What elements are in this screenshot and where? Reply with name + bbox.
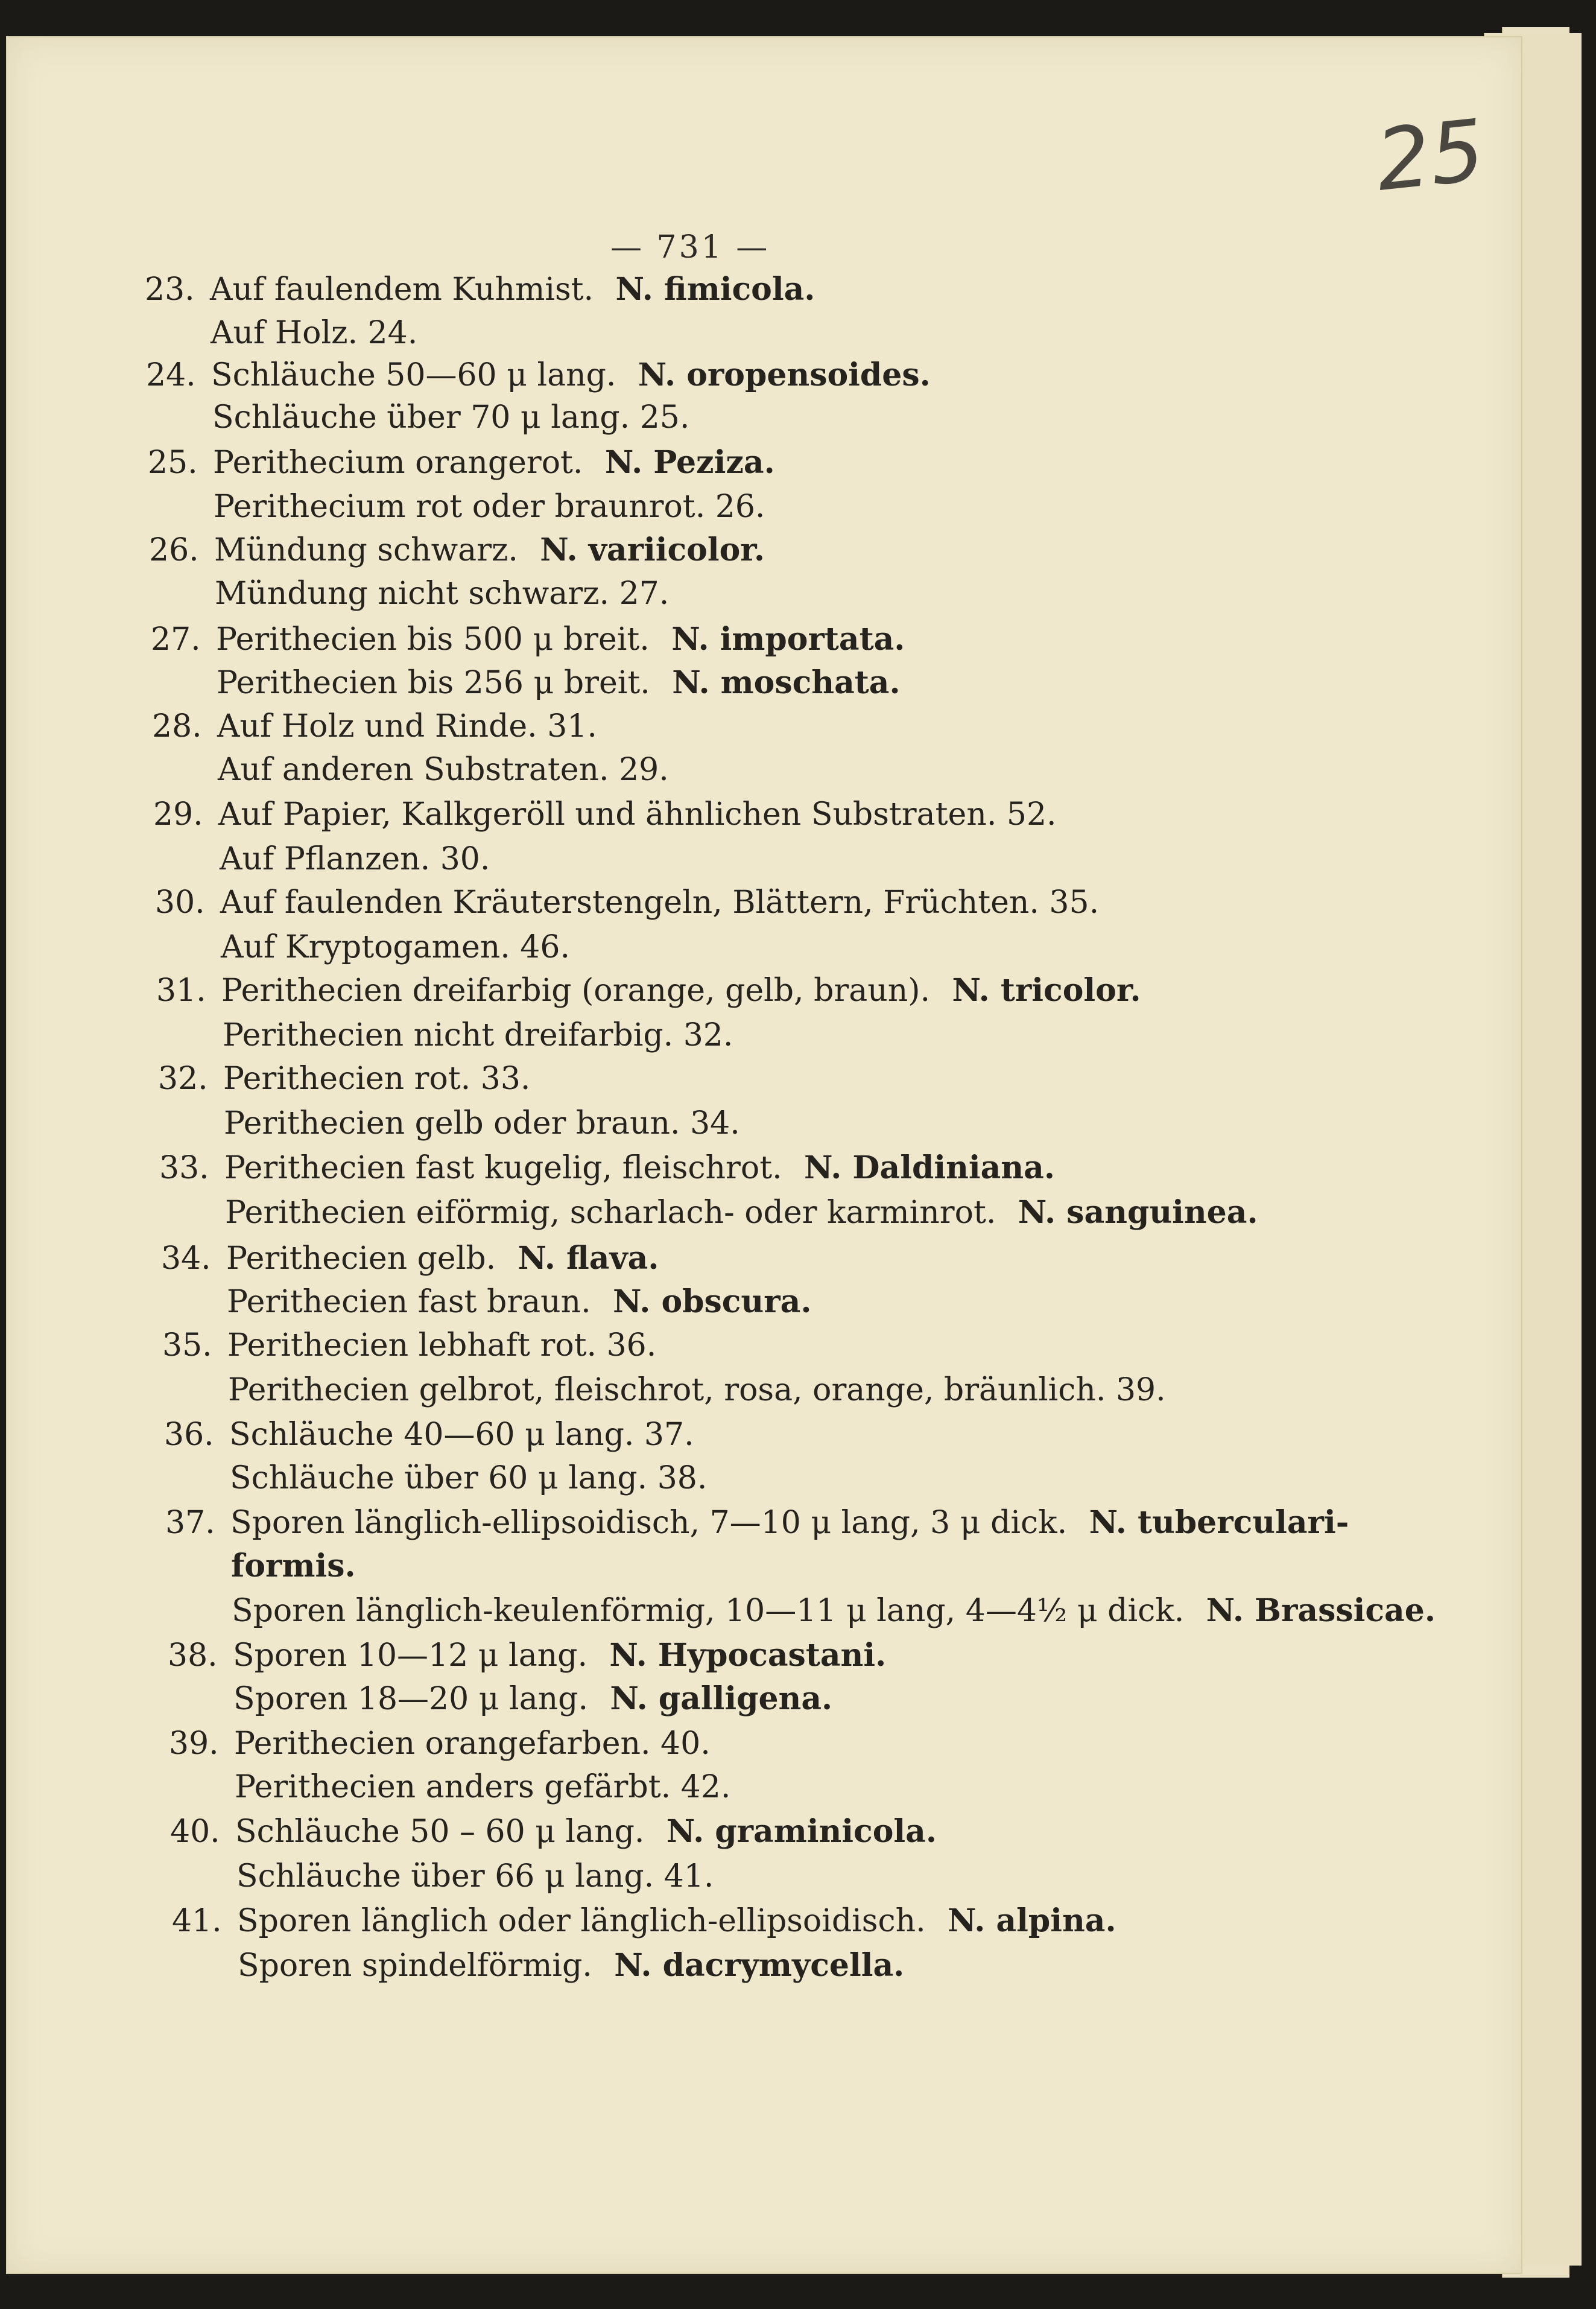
key-line	[232, 1593, 1436, 1629]
key-line	[162, 1327, 656, 1364]
key-line	[156, 973, 1141, 1009]
entry-text: Sporen länglich-ellipsoidisch, 7—10 μ lang, 3 μ dick.	[230, 1505, 1068, 1541]
entry-text: Auf Holz. 24.	[211, 315, 418, 351]
key-line	[236, 1858, 714, 1895]
entry-text: Sporen länglich-keulenförmig, 10—11 μ lang, 4—4½ μ dick.	[232, 1593, 1185, 1629]
key-line	[231, 1548, 356, 1584]
entry-text: Perithecien gelb oder braun. 34.	[224, 1105, 740, 1142]
species-name: N. moschata.	[672, 664, 901, 701]
species-name: N. oropensoides.	[638, 357, 931, 393]
key-line	[212, 399, 689, 436]
key-line	[152, 708, 597, 745]
entry-number: 23.	[145, 272, 195, 308]
entry-text: Schläuche über 66 μ lang. 41.	[236, 1858, 714, 1895]
species-name: N. sanguinea.	[1018, 1194, 1258, 1231]
entry-number: 38.	[168, 1637, 218, 1674]
entry-number: 36.	[164, 1417, 214, 1453]
entry-number: 39.	[169, 1726, 219, 1762]
entry-number: 27.	[151, 621, 201, 658]
entry-text: Perithecien fast braun.	[227, 1284, 591, 1320]
key-line	[148, 445, 775, 481]
entry-number: 34.	[161, 1240, 211, 1277]
key-line	[158, 1061, 530, 1097]
species-name: N. obscura.	[613, 1283, 812, 1320]
key-line	[223, 1017, 733, 1053]
species-name: N. flava.	[518, 1240, 659, 1277]
entry-text: Perithecien anders gefärbt. 42.	[235, 1769, 731, 1805]
key-line	[238, 1948, 904, 1984]
entry-text: Perithecien bis 500 μ breit.	[216, 621, 650, 658]
key-line	[172, 1903, 1116, 1939]
entry-text: Sporen spindelförmig.	[238, 1948, 592, 1984]
key-line	[217, 665, 901, 701]
key-line	[153, 796, 1057, 833]
entry-number: 37.	[165, 1505, 215, 1541]
entry-text: Schläuche 50—60 μ lang.	[211, 357, 616, 393]
entry-number: 29.	[153, 796, 203, 833]
species-name: N. variicolor.	[540, 532, 765, 568]
key-line	[170, 1814, 937, 1850]
key-line	[211, 315, 417, 351]
species-name: N. importata.	[671, 621, 905, 658]
entry-text: Perithecien gelb.	[226, 1240, 496, 1277]
entry-text: Perithecium rot oder braunrot. 26.	[214, 489, 765, 525]
entry-text: Auf faulendem Kuhmist.	[210, 272, 594, 308]
key-line	[220, 841, 490, 877]
entry-number: 32.	[158, 1061, 208, 1097]
entry-text: Mündung schwarz.	[214, 532, 518, 568]
entry-number: 40.	[170, 1814, 220, 1850]
entry-text: Auf Pflanzen. 30.	[220, 841, 490, 877]
book-page	[6, 36, 1522, 2274]
entry-text: Auf Kryptogamen. 46.	[221, 929, 571, 965]
entry-text: Schläuche über 70 μ lang. 25.	[212, 399, 690, 436]
entry-text: Perithecien bis 256 μ breit.	[217, 665, 650, 701]
key-line	[228, 1372, 1166, 1408]
handwritten-page-mark: 25	[1371, 101, 1489, 211]
entry-text: Schläuche 50 – 60 μ lang.	[235, 1814, 645, 1850]
species-name: N. Peziza.	[604, 444, 775, 481]
entry-text: Sporen länglich oder länglich-ellipsoidisch.	[237, 1903, 926, 1939]
key-line	[146, 357, 931, 393]
entry-text: Perithecium orangerot.	[213, 445, 583, 481]
entry-text: Perithecien lebhaft rot. 36.	[227, 1327, 657, 1364]
key-line	[165, 1505, 1349, 1541]
entry-text: Mündung nicht schwarz. 27.	[215, 576, 670, 612]
key-line	[215, 576, 669, 612]
entry-number: 30.	[155, 885, 205, 921]
key-line	[233, 1681, 832, 1717]
species-name: N. Hypocastani.	[609, 1637, 887, 1674]
species-name: N. fimicola.	[615, 271, 815, 308]
entry-text: Perithecien rot. 33.	[223, 1061, 531, 1097]
species-name: N. Brassicae.	[1206, 1592, 1436, 1629]
species-name: N. alpina.	[948, 1902, 1116, 1939]
key-line	[225, 1195, 1258, 1231]
key-line	[159, 1150, 1055, 1186]
key-line	[149, 532, 765, 568]
key-line	[155, 885, 1099, 921]
entry-text: Schläuche über 60 μ lang. 38.	[230, 1460, 708, 1496]
entry-text: Auf Papier, Kalkgeröll und ähnlichen Substraten. 52.	[218, 796, 1057, 833]
species-name: N. tuberculari-	[1089, 1504, 1349, 1541]
key-line	[227, 1284, 811, 1320]
key-line	[151, 621, 905, 658]
entry-text: Perithecien eiförmig, scharlach- oder karminrot.	[225, 1195, 996, 1231]
species-name: N. Daldiniana.	[804, 1149, 1055, 1186]
entry-text: Perithecien fast kugelig, fleischrot.	[224, 1150, 782, 1186]
key-line	[235, 1769, 730, 1805]
key-line	[230, 1460, 707, 1496]
species-name: N. tricolor.	[952, 972, 1141, 1009]
entry-text: Sporen 10—12 μ lang.	[233, 1637, 587, 1674]
entry-text: Perithecien gelbrot, fleischrot, rosa, orange, bräunlich. 39.	[228, 1372, 1166, 1408]
key-line	[224, 1105, 740, 1142]
entry-text: Perithecien dreifarbig (orange, gelb, braun).	[221, 973, 931, 1009]
entry-number: 24.	[146, 357, 196, 393]
entry-text: Perithecien orangefarben. 40.	[234, 1726, 711, 1762]
key-line	[145, 272, 815, 308]
species-name: N. graminicola.	[666, 1813, 937, 1850]
species-name: formis.	[231, 1548, 356, 1584]
key-line	[169, 1726, 711, 1762]
entry-number: 26.	[149, 532, 199, 568]
entry-text: Auf anderen Substraten. 29.	[218, 752, 669, 788]
entry-text: Schläuche 40—60 μ lang. 37.	[229, 1417, 694, 1453]
key-line	[214, 489, 765, 525]
entry-text: Auf Holz und Rinde. 31.	[217, 708, 597, 745]
entry-text: Auf faulenden Kräuterstengeln, Blättern, Früchten. 35.	[220, 885, 1100, 921]
entry-number: 41.	[172, 1903, 222, 1939]
species-name: N. dacrymycella.	[614, 1947, 905, 1984]
entry-number: 28.	[152, 708, 202, 745]
entry-number: 25.	[148, 445, 198, 481]
entry-number: 31.	[156, 973, 206, 1009]
entry-number: 33.	[159, 1150, 209, 1186]
key-line	[164, 1417, 694, 1453]
key-line	[161, 1240, 659, 1277]
page-number: — 731 —	[610, 229, 770, 265]
species-name: N. galligena.	[610, 1680, 833, 1717]
entry-number: 35.	[162, 1327, 212, 1364]
key-line	[221, 929, 570, 965]
key-line	[218, 752, 669, 788]
entry-text: Sporen 18—20 μ lang.	[233, 1681, 588, 1717]
key-line	[168, 1637, 886, 1674]
entry-text: Perithecien nicht dreifarbig. 32.	[223, 1017, 733, 1053]
